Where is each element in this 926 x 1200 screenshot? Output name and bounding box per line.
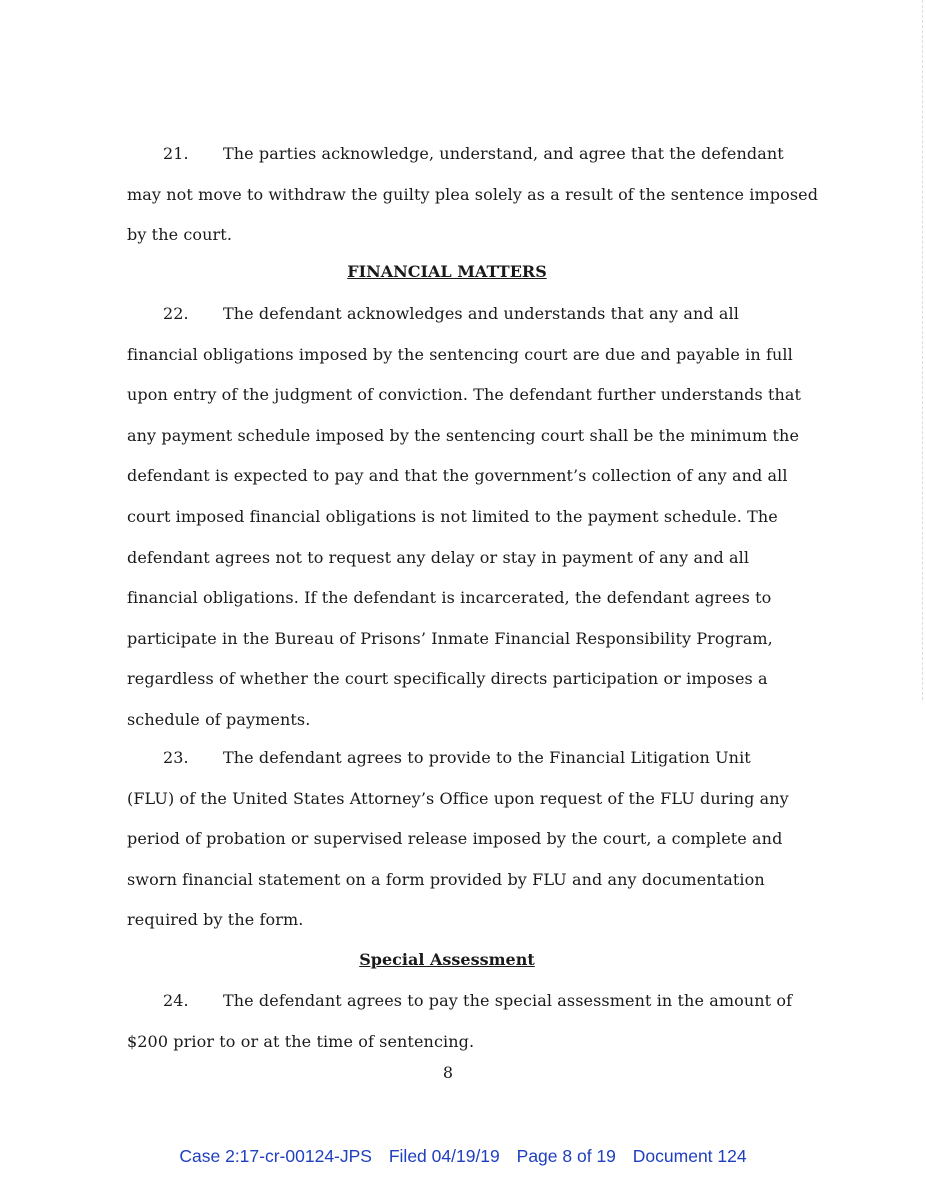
paragraph-line: regardless of whether the court specifically directs participation or imposes a [127,669,768,689]
paragraph-line: (FLU) of the United States Attorney’s Office upon request of the FLU during any [127,788,789,808]
paragraph-21 [127,134,819,256]
court-filing-footer [0,1146,926,1167]
paragraph-line: The parties acknowledge, understand, and agree that the defendant [223,144,784,163]
paragraph-line: participate in the Bureau of Prisons’ Inmate Financial Responsibility Program, [127,628,773,648]
paragraph-line: financial obligations. If the defendant is incarcerated, the defendant agrees to [127,588,772,608]
paragraph-line: defendant is expected to pay and that the government’s collection of any and all [127,466,788,486]
paragraph-first-line [127,738,787,779]
paragraph-line: by the court. [127,225,233,245]
paragraph-line: may not move to withdraw the guilty plea solely as a result of the sentence imposed [127,184,819,204]
paragraph-first-line [127,981,793,1022]
scan-edge-artifact [921,0,923,700]
paragraph-first-line [127,294,787,335]
paragraph-line: any payment schedule imposed by the sentencing court shall be the minimum the [127,425,800,445]
footer-page-count: Page 8 of 19 [516,1146,616,1166]
paragraph-number: 21. [163,144,189,163]
paragraph-line: The defendant acknowledges and understands that any and all [223,304,739,323]
paragraph-line: period of probation or supervised release imposed by the court, a complete and [127,829,783,849]
heading-financial-matters: FINANCIAL MATTERS [347,262,547,281]
paragraph-line: schedule of payments. [127,709,311,729]
paragraph-number: 22. [163,304,189,323]
paragraph-line: financial obligations imposed by the sentencing court are due and payable in full [127,344,793,364]
paragraph-line: The defendant agrees to provide to the Financial Litigation Unit [223,748,751,767]
paragraph-24 [127,981,793,1062]
paragraph-line: defendant agrees not to request any delay or stay in payment of any and all [127,547,750,567]
paragraph-number: 23. [163,748,189,767]
paragraph-number: 24. [163,991,189,1010]
paragraph-line: court imposed financial obligations is not limited to the payment schedule. The [127,506,778,526]
heading-special-assessment: Special Assessment [359,950,535,969]
paragraph-line: $200 prior to or at the time of sentencing. [127,1031,475,1051]
paragraph-first-line [127,134,787,175]
paragraph-line: sworn financial statement on a form provided by FLU and any documentation [127,869,765,889]
footer-filed-date: Filed 04/19/19 [388,1146,500,1166]
paragraph-line: The defendant agrees to pay the special assessment in the amount of [223,991,793,1010]
footer-case-number: Case 2:17-cr-00124-JPS [179,1146,372,1166]
page-number: 8 [442,1063,454,1082]
paragraph-line: upon entry of the judgment of conviction. The defendant further understands that [127,385,802,405]
paragraph-23 [127,738,787,941]
footer-document-number: Document 124 [632,1146,747,1166]
paragraph-22 [127,294,802,741]
paragraph-line: required by the form. [127,910,304,930]
